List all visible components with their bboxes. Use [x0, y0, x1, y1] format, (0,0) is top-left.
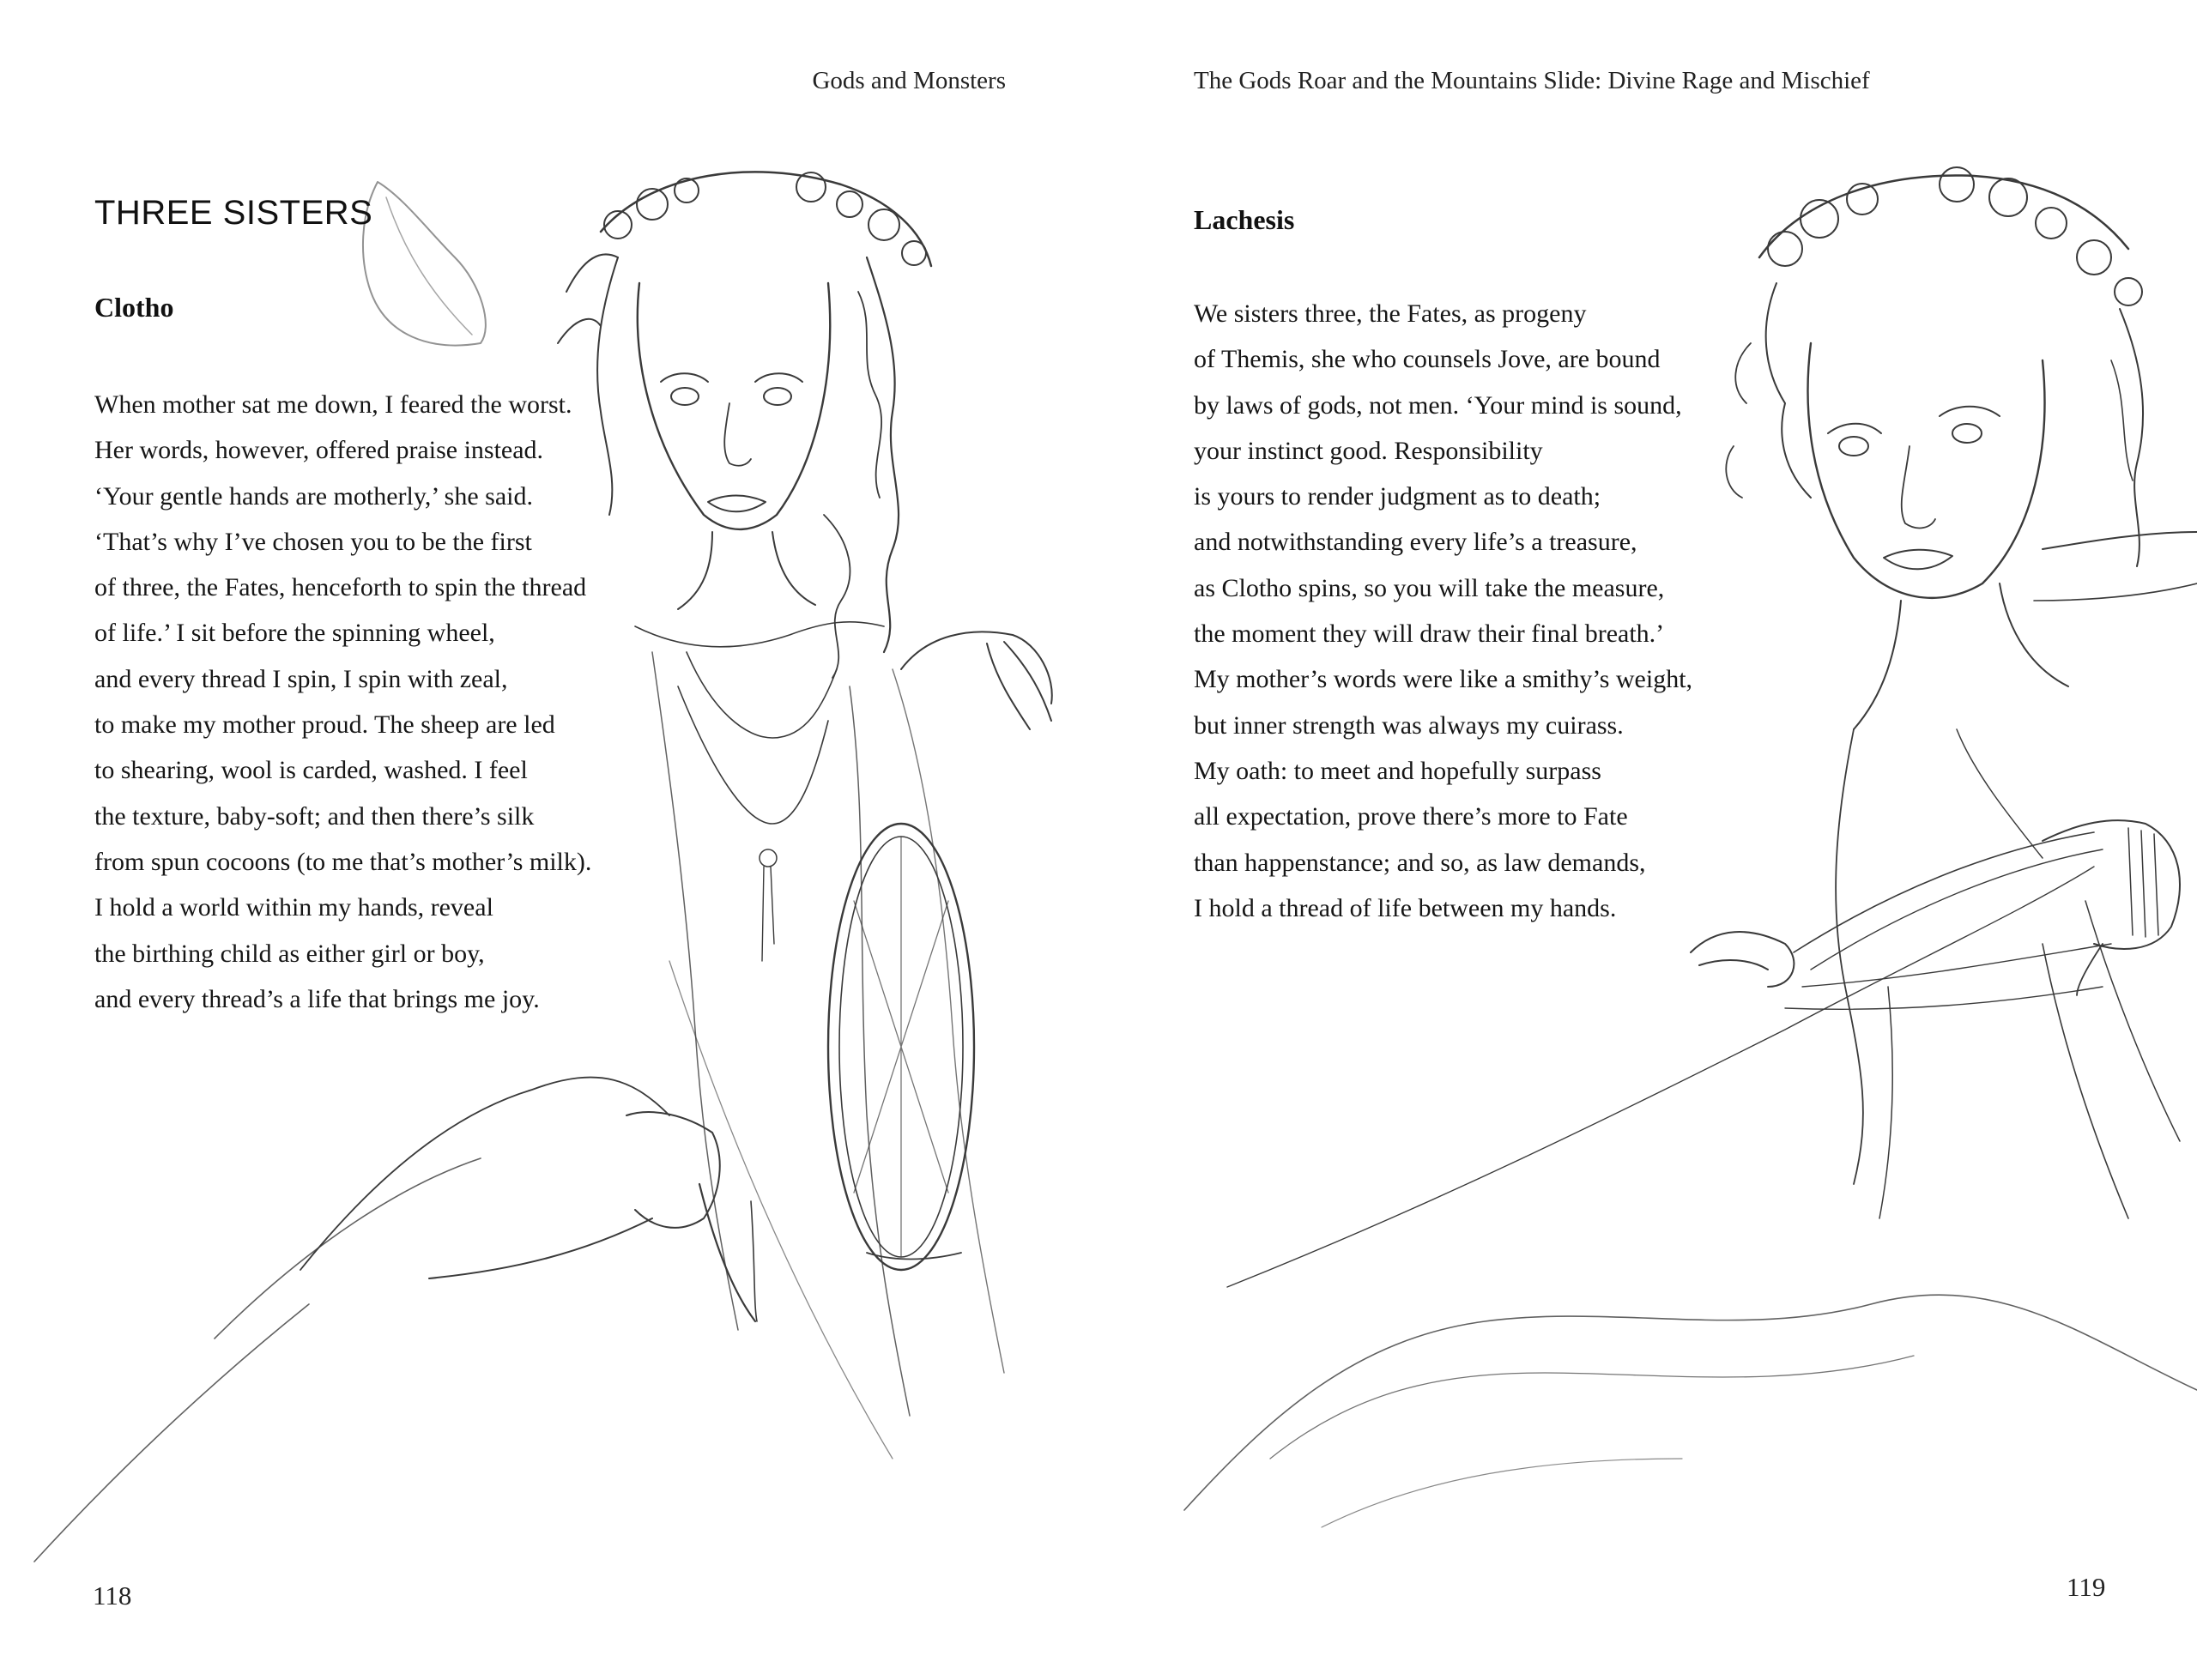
poem-line: than happenstance; and so, as law demands, [1194, 848, 1646, 877]
poem-line: I hold a world within my hands, reveal [94, 893, 493, 922]
left-page [0, 0, 1098, 1680]
poem-line: as Clotho spins, so you will take the measure, [1194, 573, 1665, 602]
poem-line: of life.’ I sit before the spinning wheel, [94, 619, 495, 648]
poem-line: to shearing, wool is carded, washed. I feel [94, 756, 528, 785]
poem-line: We sisters three, the Fates, as progeny [1194, 299, 1587, 328]
running-head: The Gods Roar and the Mountains Slide: Divine Rage and Mischief [1194, 67, 1870, 94]
poem-line: Her words, however, offered praise instead. [94, 436, 544, 465]
page-number: 118 [93, 1580, 132, 1611]
poem-line: My mother’s words were like a smithy’s weight, [1194, 665, 1693, 694]
poem-body [94, 382, 591, 1022]
poem-line: all expectation, prove there’s more to Fate [1194, 802, 1628, 831]
poem-line: ‘That’s why I’ve chosen you to be the first [94, 527, 532, 556]
poem-line: to make my mother proud. The sheep are led [94, 710, 555, 740]
page-number: 119 [2067, 1572, 2106, 1602]
poem-line: the moment they will draw their final breath.’ [1194, 619, 1665, 649]
poem-line: ‘Your gentle hands are motherly,’ she said. [94, 481, 533, 511]
poem-line: and notwithstanding every life’s a treasure, [1194, 528, 1637, 557]
poem-line: I hold a thread of life between my hands. [1194, 893, 1617, 922]
poem-line: of Themis, she who counsels Jove, are bound [1194, 345, 1661, 374]
poem-line: the texture, baby-soft; and then there’s silk [94, 801, 535, 831]
poem-line: and every thread I spin, I spin with zeal, [94, 664, 508, 693]
right-page [1098, 0, 2197, 1680]
poem-body [1194, 291, 1692, 931]
poem-line: the birthing child as either girl or boy, [94, 939, 485, 968]
poem-title: Clotho [94, 292, 174, 323]
poem-line: and every thread’s a life that brings me joy. [94, 984, 540, 1013]
poem-line: My oath: to meet and hopefully surpass [1194, 756, 1601, 785]
poem-line: your instinct good. Responsibility [1194, 436, 1543, 465]
chapter-title: THREE SISTERS [94, 194, 373, 232]
poem-line: When mother sat me down, I feared the worst. [94, 390, 572, 419]
running-head: Gods and Monsters [812, 67, 1006, 94]
poem-line: from spun cocoons (to me that’s mother’s milk). [94, 847, 592, 876]
poem-line: but inner strength was always my cuirass. [1194, 710, 1624, 740]
poem-line: by laws of gods, not men. ‘Your mind is sound, [1194, 390, 1682, 420]
poem-title: Lachesis [1194, 204, 1295, 235]
poem-line: is yours to render judgment as to death; [1194, 482, 1601, 511]
poem-line: of three, the Fates, henceforth to spin the thread [94, 573, 587, 602]
